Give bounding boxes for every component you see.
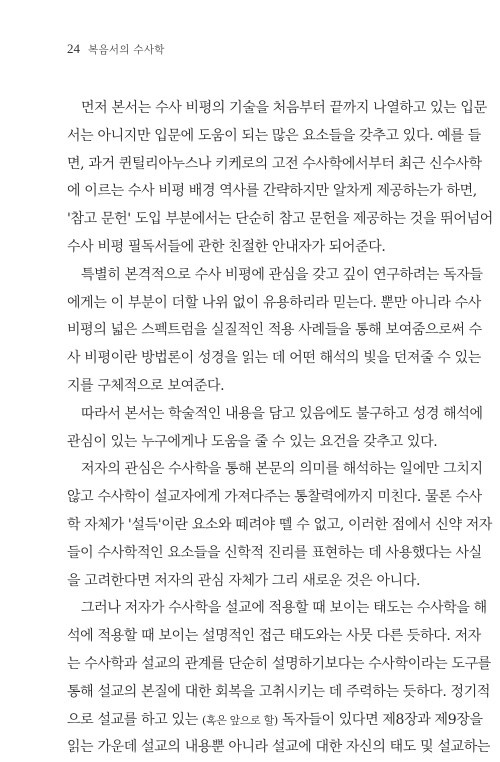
text-line: 서는 아니지만 입문에 도움이 되는 많은 요소들을 갖추고 있다. 예를 들 bbox=[67, 127, 481, 144]
text-line: 석에 적용할 때 보이는 설명적인 접근 태도와는 사뭇 다른 듯하다. 저자 bbox=[67, 628, 481, 645]
text-line bbox=[67, 707, 483, 735]
body-text bbox=[67, 95, 493, 762]
text-line: 않고 수사학이 설교자에게 가져다주는 통찰력에까지 미친다. 물론 수사 bbox=[67, 489, 482, 506]
text-line: 비평의 넓은 스펙트럼을 실질적인 적용 사례들을 통해 보여줌으로써 수 bbox=[67, 322, 482, 339]
text-line: 는 수사학과 설교의 관계를 단순히 설명하기보다는 수사학이라는 도구를 bbox=[67, 655, 491, 672]
text-line: 학 자체가 '설득'이란 요소와 떼려야 뗄 수 없고, 이러한 점에서 신약 저자 bbox=[67, 516, 493, 533]
text-line: 그러나 저자가 수사학을 설교에 적용할 때 보이는 태도는 수사학을 해 bbox=[81, 600, 487, 617]
text-line: '참고 문헌' 도입 부분에서는 단순히 참고 문헌을 제공하는 것을 뛰어넘어 bbox=[67, 211, 493, 228]
book-title: 복음서의 수사학 bbox=[88, 44, 165, 56]
text-line: 지를 구체적으로 보여준다. bbox=[67, 377, 225, 394]
text-line: 들이 수사학적인 요소들을 신학적 진리를 표현하는 데 사용했다는 사실 bbox=[67, 544, 482, 561]
text-line: 에게는 이 부분이 더할 나위 없이 유용하리라 믿는다. 뿐만 아니라 수사 bbox=[67, 294, 481, 311]
text-line: 수사 비평 필독서들에 관한 친절한 안내자가 되어준다. bbox=[67, 238, 386, 255]
text-line: 을 고려한다면 저자의 관심 자체가 그리 새로운 것은 아니다. bbox=[67, 572, 421, 589]
text-segment: 으로 설교를 하고 있는 bbox=[67, 711, 198, 728]
page-number: 24 bbox=[67, 41, 80, 56]
text-line: 저자의 관심은 수사학을 통해 본문의 의미를 해석하는 일에만 그치지 bbox=[81, 461, 483, 478]
text-segment: 독자들이 있다면 제8장과 제9장을 bbox=[281, 711, 483, 728]
text-line: 따라서 본서는 학술적인 내용을 담고 있음에도 불구하고 성경 해석에 bbox=[81, 405, 483, 422]
text-line: 특별히 본격적으로 수사 비평에 관심을 갖고 깊이 연구하려는 독자들 bbox=[81, 266, 483, 283]
text-line: 통해 설교의 본질에 대한 회복을 고취시키는 데 주력하는 듯하다. 정기적 bbox=[67, 683, 491, 700]
text-line: 면, 과거 퀸틸리아누스나 키케로의 고전 수사학에서부터 최근 신수사학 bbox=[67, 155, 482, 172]
text-line: 먼저 본서는 수사 비평의 기술을 처음부터 끝까지 나열하고 있는 입문 bbox=[81, 100, 487, 116]
text-line: 사 비평이란 방법론이 성경을 읽는 데 어떤 해석의 빛을 던져줄 수 있는 bbox=[67, 350, 481, 367]
running-header bbox=[67, 41, 165, 57]
text-line: 에 이르는 수사 비평 배경 역사를 간략하지만 알차게 제공하는가 하면, bbox=[67, 183, 477, 200]
text-line: 관심이 있는 누구에게나 도움을 줄 수 있는 요건을 갖추고 있다. bbox=[67, 433, 438, 450]
parenthetical-note: (혹은 앞으로 할) bbox=[201, 713, 278, 727]
text-line: 읽는 가운데 설교의 내용뿐 아니라 설교에 대한 자신의 태도 및 설교하는 bbox=[67, 739, 491, 756]
